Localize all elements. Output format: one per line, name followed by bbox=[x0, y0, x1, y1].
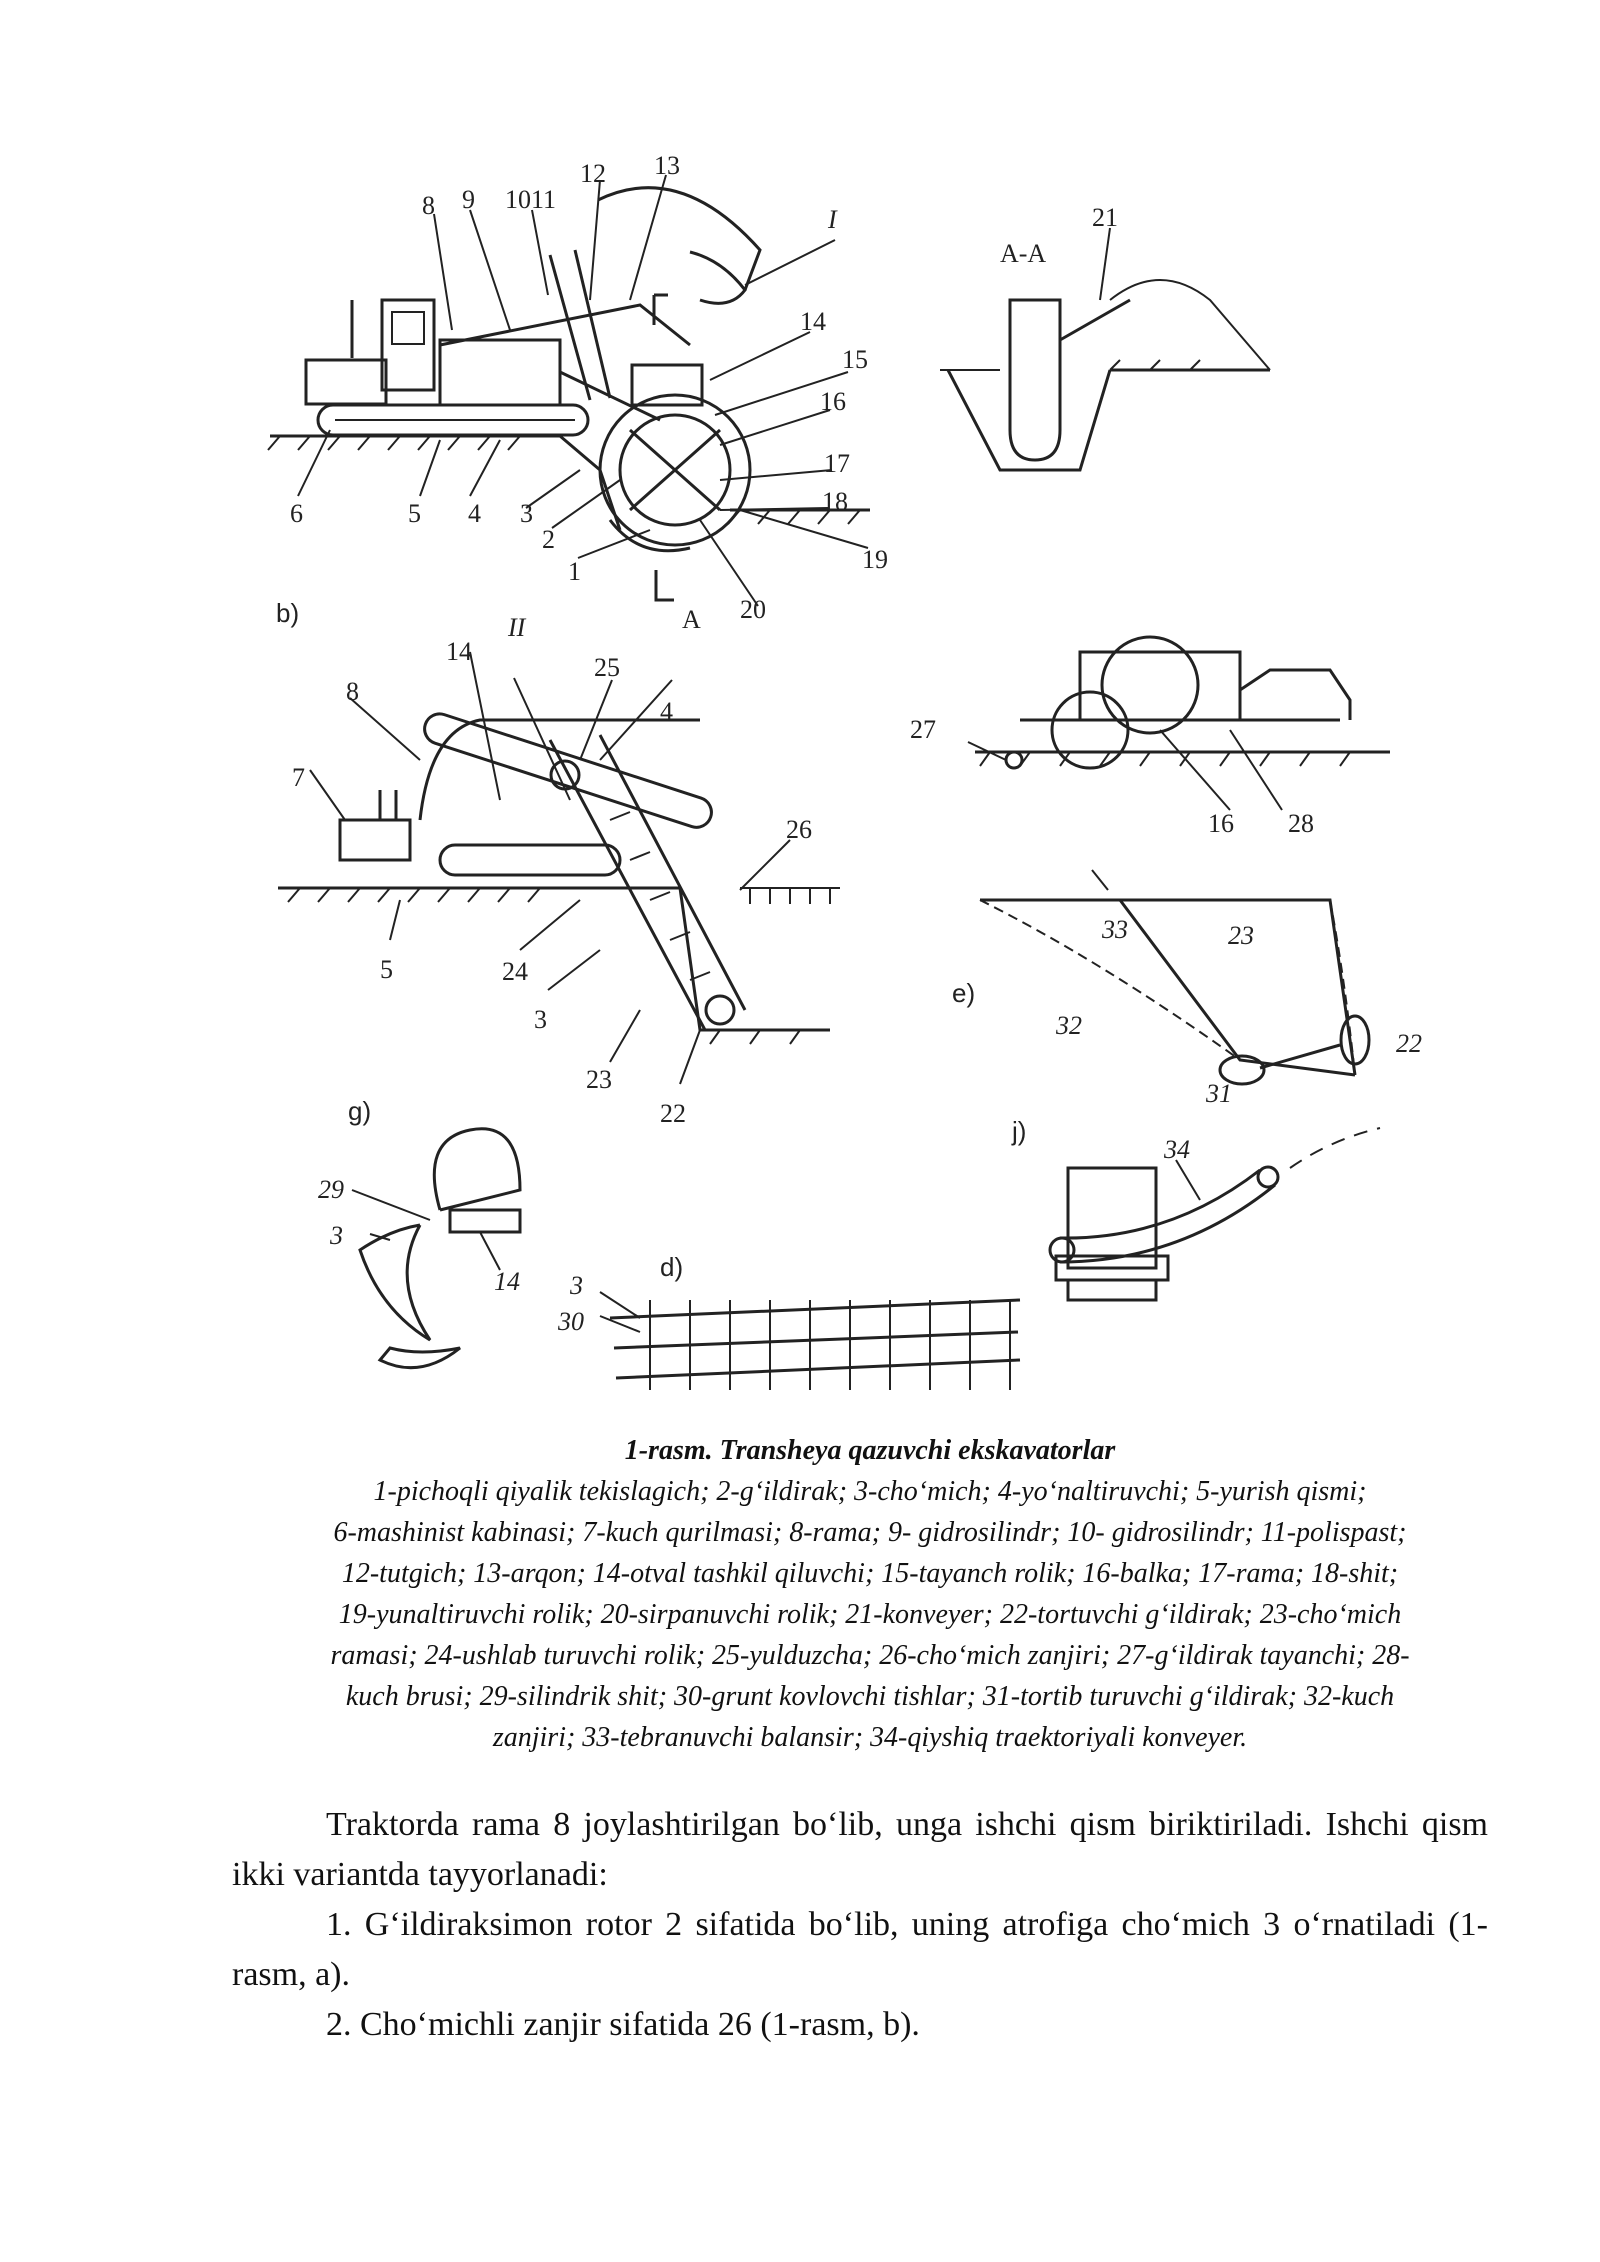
fig-label: 15 bbox=[842, 345, 868, 374]
fig-label: A bbox=[682, 605, 701, 634]
subfigure-g-label: g) bbox=[348, 1096, 372, 1126]
fig-label: 9 bbox=[462, 185, 475, 214]
fig-label: 24 bbox=[502, 957, 528, 986]
fig-label: 33 bbox=[1102, 915, 1128, 944]
caption-line: 19-yunaltiruvchi rolik; 20-sirpanuvchi rolik; 21-konveyer; 22-tortuvchi g‘ildirak; 23-cho‘mich bbox=[338, 1599, 1402, 1630]
fig-label: 22 bbox=[1396, 1029, 1422, 1058]
fig-label: 2 bbox=[542, 525, 555, 554]
fig-label: 1 bbox=[568, 557, 581, 586]
fig-label: 16 bbox=[1208, 809, 1234, 838]
subfigure-a-rotary-trencher bbox=[268, 151, 888, 634]
fig-label: 3 bbox=[330, 1221, 343, 1250]
fig-label: 4 bbox=[660, 697, 673, 726]
fig-label: 14 bbox=[494, 1267, 520, 1296]
fig-label: 30 bbox=[558, 1307, 584, 1336]
subfigure-section-a-a bbox=[940, 203, 1270, 470]
body-paragraph: 1. G‘ildiraksimon rotor 2 sifatida bo‘lib, uning atrofiga cho‘mich 3 o‘rnatiladi (1-rasm, a). bbox=[232, 1906, 1488, 1993]
fig-label: 28 bbox=[1288, 809, 1314, 838]
fig-label: 32 bbox=[1056, 1011, 1082, 1040]
caption-line: kuch brusi; 29-silindrik shit; 30-grunt kovlovchi tishlar; 31-tortib turuvchi g‘ildirak; 32-kuch bbox=[345, 1681, 1395, 1712]
fig-label: 8 bbox=[346, 677, 359, 706]
fig-label: 1011 bbox=[505, 185, 557, 214]
subfigure-d-digging-teeth bbox=[557, 1271, 1020, 1390]
fig-label: 26 bbox=[786, 815, 812, 844]
caption-line: 12-tutgich; 13-arqon; 14-otval tashkil qiluvchi; 15-tayanch rolik; 16-balka; 17-rama; 18-shit; bbox=[341, 1558, 1399, 1589]
caption-line: zanjiri; 33-tebranuvchi balansir; 34-qiyshiq traektoriyali konveyer. bbox=[492, 1722, 1248, 1753]
fig-label: 12 bbox=[580, 159, 606, 188]
fig-label: I bbox=[828, 205, 837, 234]
fig-label: 8 bbox=[422, 191, 435, 220]
fig-label: A-A bbox=[1000, 239, 1047, 268]
subfigure-j-curved-conveyor bbox=[1050, 1128, 1380, 1300]
fig-label: 31 bbox=[1206, 1079, 1232, 1108]
fig-label: 16 bbox=[820, 387, 846, 416]
fig-label: 25 bbox=[594, 653, 620, 682]
fig-label: 5 bbox=[380, 955, 393, 984]
fig-label: 22 bbox=[660, 1099, 686, 1128]
fig-label: 34 bbox=[1164, 1135, 1190, 1164]
subfigure-b-label: b) bbox=[276, 598, 300, 628]
caption-line: 1-pichoqli qiyalik tekislagich; 2-g‘ildirak; 3-cho‘mich; 4-yo‘naltiruvchi; 5-yurish qismi; bbox=[373, 1476, 1367, 1507]
fig-label: 3 bbox=[520, 499, 533, 528]
fig-label: 3 bbox=[570, 1271, 583, 1300]
subfigure-g-cylindrical-shield bbox=[318, 1129, 520, 1368]
caption-line: ramasi; 24-ushlab turuvchi rolik; 25-yulduzcha; 26-cho‘mich zanjiri; 27-g‘ildirak tayanchi; 28- bbox=[330, 1640, 1410, 1671]
fig-label: 27 bbox=[910, 715, 936, 744]
fig-label: 23 bbox=[586, 1065, 612, 1094]
figure-caption bbox=[230, 1430, 1510, 1758]
fig-label: 14 bbox=[800, 307, 826, 336]
fig-label: 21 bbox=[1092, 203, 1118, 232]
fig-label: 20 bbox=[740, 595, 766, 624]
fig-label: II bbox=[508, 613, 526, 642]
body-text bbox=[232, 1800, 1488, 2050]
caption-line: 6-mashinist kabinasi; 7-kuch qurilmasi; 8-rama; 9- gidrosilindr; 10- gidrosilindr; 11-polispast; bbox=[333, 1517, 1407, 1548]
fig-label: 3 bbox=[534, 1005, 547, 1034]
fig-label: 6 bbox=[290, 499, 303, 528]
subfigure-e-chain-frame bbox=[952, 870, 1422, 1108]
fig-label: 18 bbox=[822, 487, 848, 516]
subfigure-j-label: j) bbox=[1012, 1116, 1027, 1146]
subfigure-b-chain-trencher bbox=[278, 613, 840, 1128]
fig-label: 13 bbox=[654, 151, 680, 180]
subfigure-right-upper bbox=[910, 637, 1390, 838]
body-paragraph: Traktorda rama 8 joylashtirilgan bo‘lib, unga ishchi qism biriktiriladi. Ishchi qism ikki variantda tayyorlanadi: bbox=[232, 1806, 1488, 1893]
fig-label: 29 bbox=[318, 1175, 344, 1204]
fig-label: 17 bbox=[824, 449, 850, 478]
subfigure-d-label: d) bbox=[660, 1252, 684, 1282]
subfigure-e-label: e) bbox=[952, 978, 976, 1008]
fig-label: 19 bbox=[862, 545, 888, 574]
fig-label: 23 bbox=[1228, 921, 1254, 950]
fig-label: 7 bbox=[292, 763, 305, 792]
fig-label: 5 bbox=[408, 499, 421, 528]
fig-label: 14 bbox=[446, 637, 472, 666]
figure-caption-title: 1-rasm. Transheya qazuvchi ekskavatorlar bbox=[624, 1435, 1116, 1466]
body-paragraph: 2. Cho‘michli zanjir sifatida 26 (1-rasm, b). bbox=[326, 2006, 920, 2043]
fig-label: 4 bbox=[468, 499, 481, 528]
